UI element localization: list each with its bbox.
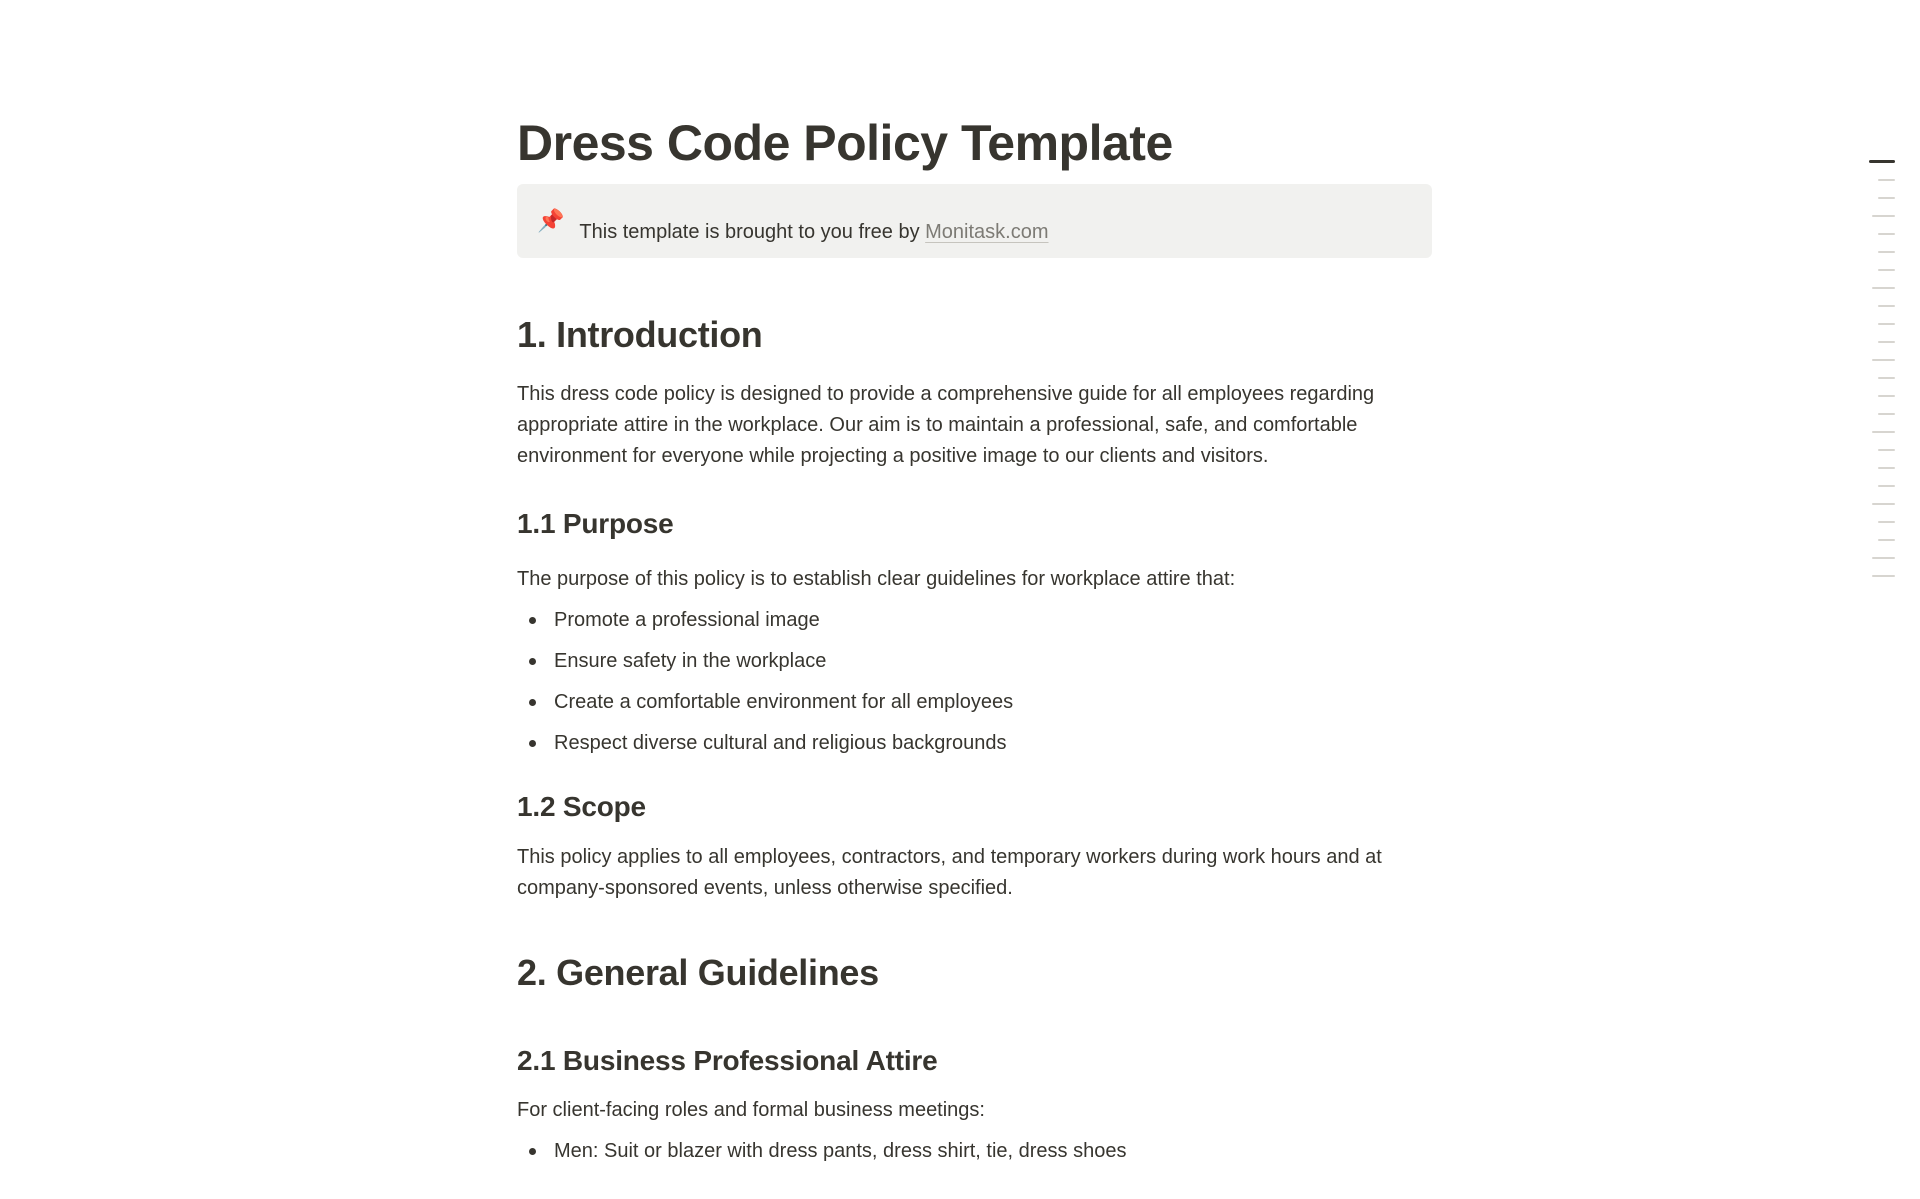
- section-heading-introduction: 1. Introduction: [517, 314, 763, 355]
- list-item: Create a comfortable environment for all employees: [517, 687, 1432, 718]
- pushpin-icon: 📌: [537, 208, 565, 233]
- list-item: Promote a professional image: [517, 605, 1432, 636]
- purpose-list: [517, 605, 1432, 759]
- outline-dash[interactable]: [1872, 557, 1895, 559]
- outline-dash[interactable]: [1878, 413, 1895, 415]
- callout-text: [579, 217, 1048, 248]
- section-heading-general-guidelines: 2. General Guidelines: [517, 951, 879, 993]
- outline-dash[interactable]: [1878, 395, 1895, 397]
- section-heading-purpose: 1.1 Purpose: [517, 508, 674, 539]
- outline-dash[interactable]: [1878, 341, 1895, 343]
- paragraph-purpose-intro: The purpose of this policy is to establish clear guidelines for workplace attire that:: [517, 568, 1236, 591]
- outline-dash[interactable]: [1878, 179, 1895, 181]
- page-title: Dress Code Policy Template: [517, 115, 1173, 171]
- outline-dash[interactable]: [1872, 359, 1895, 361]
- outline-dash[interactable]: [1878, 251, 1895, 253]
- outline-dash[interactable]: [1878, 521, 1895, 523]
- callout: [517, 184, 1432, 258]
- outline-dash[interactable]: [1878, 539, 1895, 541]
- section-heading-business-professional-attire: 2.1 Business Professional Attire: [517, 1044, 938, 1076]
- outline-dash[interactable]: [1878, 233, 1895, 235]
- paragraph-scope: This policy applies to all employees, contractors, and temporary workers during work hours and at company-sponsored events, unless otherwise specified.: [517, 845, 1382, 899]
- outline-dash[interactable]: [1878, 269, 1895, 271]
- paragraph-introduction: This dress code policy is designed to provide a comprehensive guide for all employees regarding appropriate attire in the workplace. Our aim is to maintain a professional, safe, and comfortable environment for everyone while projecting a positive image to our clients and visitors.: [517, 383, 1375, 467]
- outline-dash[interactable]: [1872, 503, 1895, 505]
- list-item: Ensure safety in the workplace: [517, 646, 1432, 677]
- outline-dash[interactable]: [1878, 449, 1895, 451]
- attire-list: [517, 1136, 1432, 1167]
- outline-dash-active[interactable]: [1869, 160, 1895, 163]
- outline-dash[interactable]: [1872, 431, 1895, 433]
- list-item: Men: Suit or blazer with dress pants, dress shirt, tie, dress shoes: [517, 1136, 1432, 1167]
- outline-dash[interactable]: [1872, 575, 1895, 577]
- outline-dash[interactable]: [1872, 287, 1895, 289]
- outline-dash[interactable]: [1878, 305, 1895, 307]
- callout-text-prefix: This template is brought to you free by: [579, 220, 926, 243]
- outline-dash[interactable]: [1878, 197, 1895, 199]
- table-of-contents-outline[interactable]: [1869, 160, 1895, 577]
- list-item: Respect diverse cultural and religious backgrounds: [517, 728, 1432, 759]
- paragraph-business-professional-intro: For client-facing roles and formal business meetings:: [517, 1099, 985, 1122]
- section-heading-scope: 1.2 Scope: [517, 791, 646, 823]
- outline-dash[interactable]: [1878, 485, 1895, 487]
- monitask-link[interactable]: Monitask.com: [925, 220, 1049, 243]
- page-content: [517, 0, 1432, 1177]
- outline-dash[interactable]: [1878, 377, 1895, 379]
- outline-dash[interactable]: [1878, 323, 1895, 325]
- outline-dash[interactable]: [1878, 467, 1895, 469]
- outline-dash[interactable]: [1872, 215, 1895, 217]
